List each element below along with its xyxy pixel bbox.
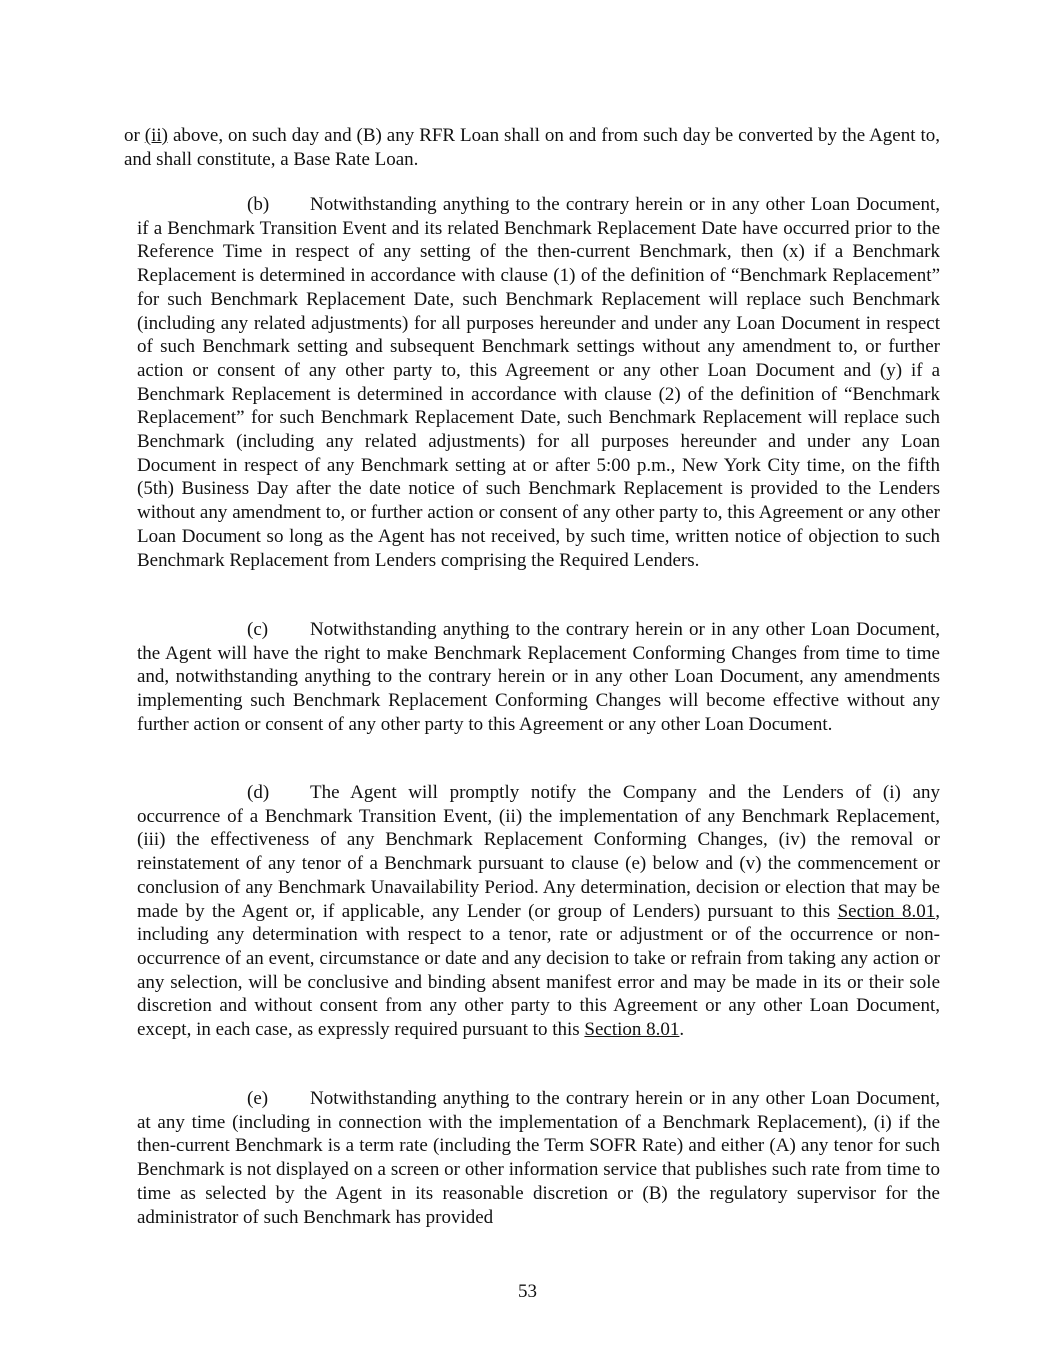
section-reference-link: Section 8.01: [584, 1019, 680, 1041]
paragraph-c: [137, 618, 940, 737]
section-reference-link: Section 8.01: [837, 900, 936, 922]
paragraph-label: (c): [247, 619, 269, 640]
paragraph-label: (b): [247, 194, 270, 215]
paragraph-label: (d): [247, 782, 270, 803]
paragraph-continuation: [124, 124, 940, 171]
paragraph-text: Notwithstanding anything to the contrary herein or in any other Loan Document, if a Benchmark Transition Event and its related Benchmark Replacement Date have occurred prior to the Reference Time in respect of any setting of the then-current Benchmark, then (x) if a Benchmark Replacement is determined in accordance with clause (1) of the definition of “Benchmark Replacement” for such Benchmark Replacement Date, such Benchmark Replacement will replace such Benchmark (including any related adjustments) for all purposes hereunder and under any Loan Document in respect of such Benchmark setting and subsequent Benchmark settings without any amendment to, or further action or consent of any other party to, this Agreement or any other Loan Document and (y) if a Benchmark Replacement is determined in accordance with clause (2) of the definition of “Benchmark Replacement” for such Benchmark Replacement Date, such Benchmark Replacement will replace such Benchmark (including any related adjustments) for all purposes hereunder and under any Loan Document in respect of any Benchmark setting at or after 5:00 p.m., New York City time, on the fifth (5th) Business Day after the date notice of such Benchmark Replacement is provided to the Lenders without any amendment to, or further action or consent of any other party to, this Agreement or any other Loan Document so long as the Agent has not received, by such time, written notice of objection to such Benchmark Replacement from Lenders comprising the Required Lenders.: [137, 194, 940, 571]
paragraph-text: .: [679, 1019, 685, 1041]
paragraph-text: The Agent will promptly notify the Company and the Lenders of (i) any occurrence of a Benchmark Transition Event, (ii) the implementation of any Benchmark Replacement, (iii) the effectiveness of any Benchmark Replacement Conforming Changes, (iv) the removal or reinstatement of any tenor of a Benchmark pursuant to clause (e) below and (v) the commencement or conclusion of any Benchmark Unavailability Period. Any determination, decision or election that may be made by the Agent or, if applicable, any Lender (or group of Lenders) pursuant to this: [137, 782, 940, 922]
text: or: [124, 125, 145, 146]
paragraph-d: [137, 781, 940, 1042]
paragraph-text: Notwithstanding anything to the contrary herein or in any other Loan Document, the Agent will have the right to make Benchmark Replacement Conforming Changes from time to time and, notwithstanding anything to the contrary herein or in any other Loan Document, any amendments implementing such Benchmark Replacement Conforming Changes will become effective without any further action or consent of any other party to this Agreement or any other Loan Document.: [137, 619, 940, 735]
text: above, on such day and (B) any RFR Loan shall on and from such day be converted by the Agent to, and shall constitute, a Base Rate Loan.: [124, 125, 940, 170]
paragraph-b: [137, 193, 940, 572]
clause-reference-ii: (ii): [144, 125, 168, 146]
paragraph-label: (e): [247, 1088, 269, 1109]
page-number: 53: [518, 1281, 537, 1302]
paragraph-text: Notwithstanding anything to the contrary herein or in any other Loan Document, at any time (including in connection with the implementation of a Benchmark Replacement), (i) if the then-current Benchmark is a term rate (including the Term SOFR Rate) and either (A) any tenor for such Benchmark is not displayed on a screen or other information service that publishes such rate from time to time as selected by the Agent in its reasonable discretion or (B) the regulatory supervisor for the administrator of such Benchmark has provided: [137, 1088, 940, 1228]
paragraph-text: , including any determination with respect to a tenor, rate or adjustment or of the occurrence or non-occurrence of an event, circumstance or date and any decision to take or refrain from taking any action or any selection, will be conclusive and binding absent manifest error and may be made in its or their sole discretion and without consent from any other party to this Agreement or any other Loan Document, except, in each case, as expressly required pursuant to this: [137, 900, 940, 1041]
paragraph-e: [137, 1087, 940, 1229]
